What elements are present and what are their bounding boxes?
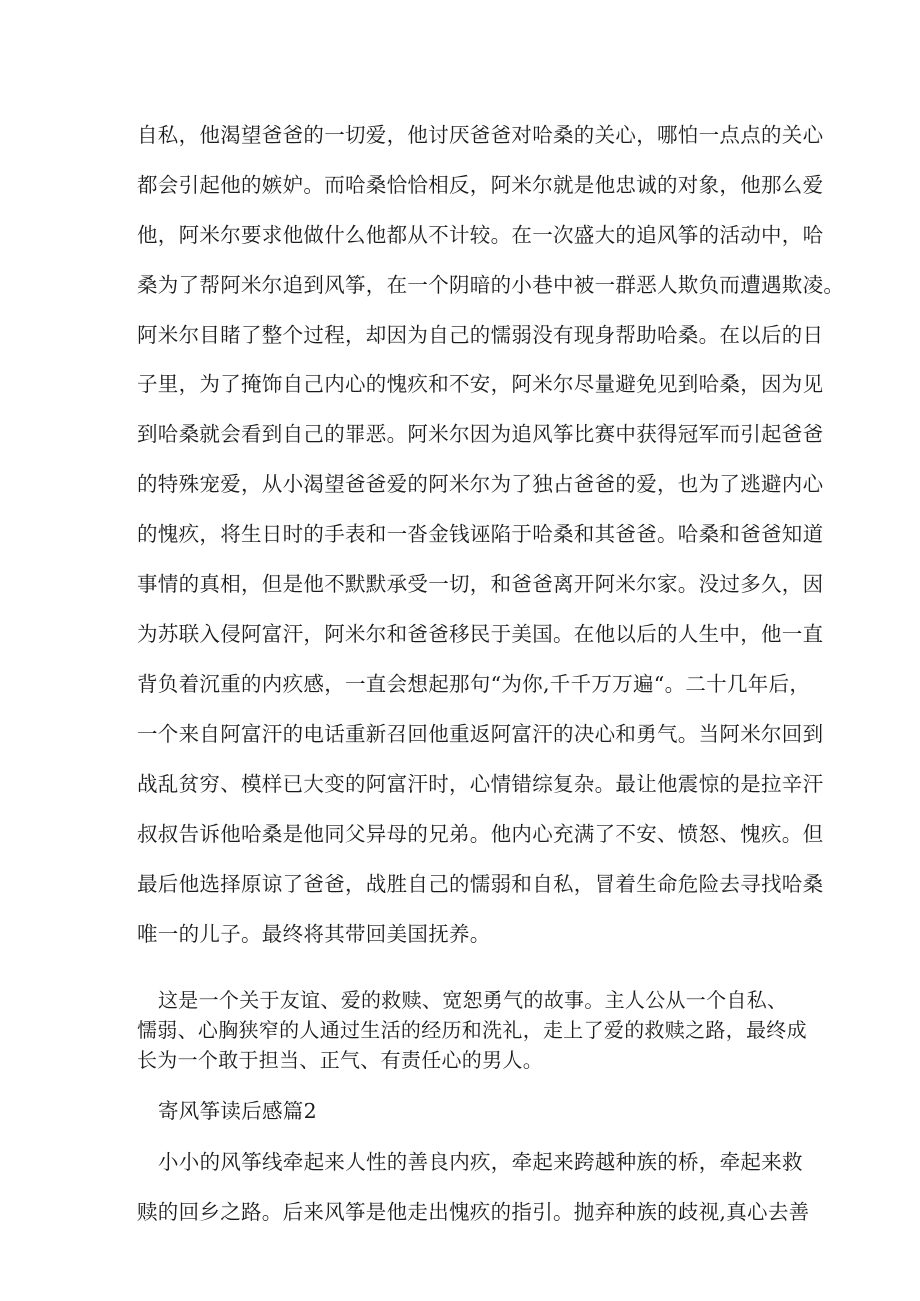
text-line: 一个来自阿富汗的电话重新召回他重返阿富汗的决心和勇气。当阿米尔回到 xyxy=(137,722,824,746)
text-line: 自私，他渴望爸爸的一切爱，他讨厌爸爸对哈桑的关心，哪怕一点点的关心 xyxy=(137,123,824,147)
text-line: 子里，为了掩饰自己内心的愧疚和不安，阿米尔尽量避免见到哈桑，因为见 xyxy=(137,372,824,396)
text-line: 桑为了帮阿米尔追到风筝，在一个阴暗的小巷中被一群恶人欺负而遭遇欺凌。 xyxy=(137,273,845,297)
text-line: 他，阿米尔要求他做什么他都从不计较。在一次盛大的追风筝的活动中，哈 xyxy=(137,223,824,247)
text-line: 都会引起他的嫉妒。而哈桑恰恰相反，阿米尔就是他忠诚的对象，他那么爱 xyxy=(137,173,824,197)
text-line: 长为一个敢于担当、正气、有责任心的男人。 xyxy=(137,1048,543,1072)
text-line: 阿米尔目睹了整个过程，却因为自己的懦弱没有现身帮助哈桑。在以后的日 xyxy=(137,323,824,347)
text-line: 这是一个关于友谊、爱的救赎、宽恕勇气的故事。主人公从一个自私、 xyxy=(158,988,788,1012)
text-line: 唯一的儿子。最终将其带回美国抚养。 xyxy=(137,922,491,946)
text-line: 到哈桑就会看到自己的罪恶。阿米尔因为追风筝比赛中获得冠军而引起爸爸 xyxy=(137,422,824,446)
text-line: 为苏联入侵阿富汗，阿米尔和爸爸移民于美国。在他以后的人生中，他一直 xyxy=(137,622,824,646)
section-heading: 寄风筝读后感篇2 xyxy=(158,1099,317,1123)
text-line: 最后他选择原谅了爸爸，战胜自己的懦弱和自私，冒着生命危险去寻找哈桑 xyxy=(137,872,824,896)
text-line: 背负着沉重的内疚感，一直会想起那句“为你,千千万万遍“。二十几年后， xyxy=(137,672,811,696)
text-line: 叔叔告诉他哈桑是他同父异母的兄弟。他内心充满了不安、愤怒、愧疚。但 xyxy=(137,822,824,846)
text-line: 战乱贫穷、模样已大变的阿富汗时，心情错综复杂。最让他震惊的是拉辛汗 xyxy=(137,772,824,796)
text-line: 小小的风筝线牵起来人性的善良内疚，牵起来跨越种族的桥，牵起来救 xyxy=(158,1150,803,1174)
text-line: 懦弱、心胸狭窄的人通过生活的经历和洗礼，走上了爱的救赎之路，最终成 xyxy=(137,1018,807,1042)
text-line: 事情的真相，但是他不默默承受一切，和爸爸离开阿米尔家。没过多久，因 xyxy=(137,572,824,596)
text-line: 赎的回乡之路。后来风筝是他走出愧疚的指引。抛弃种族的歧视,真心去善 xyxy=(137,1200,810,1224)
text-line: 的特殊宠爱，从小渴望爸爸爱的阿米尔为了独占爸爸的爱，也为了逃避内心 xyxy=(137,472,824,496)
text-line: 的愧疚，将生日时的手表和一沓金钱诬陷于哈桑和其爸爸。哈桑和爸爸知道 xyxy=(137,522,824,546)
